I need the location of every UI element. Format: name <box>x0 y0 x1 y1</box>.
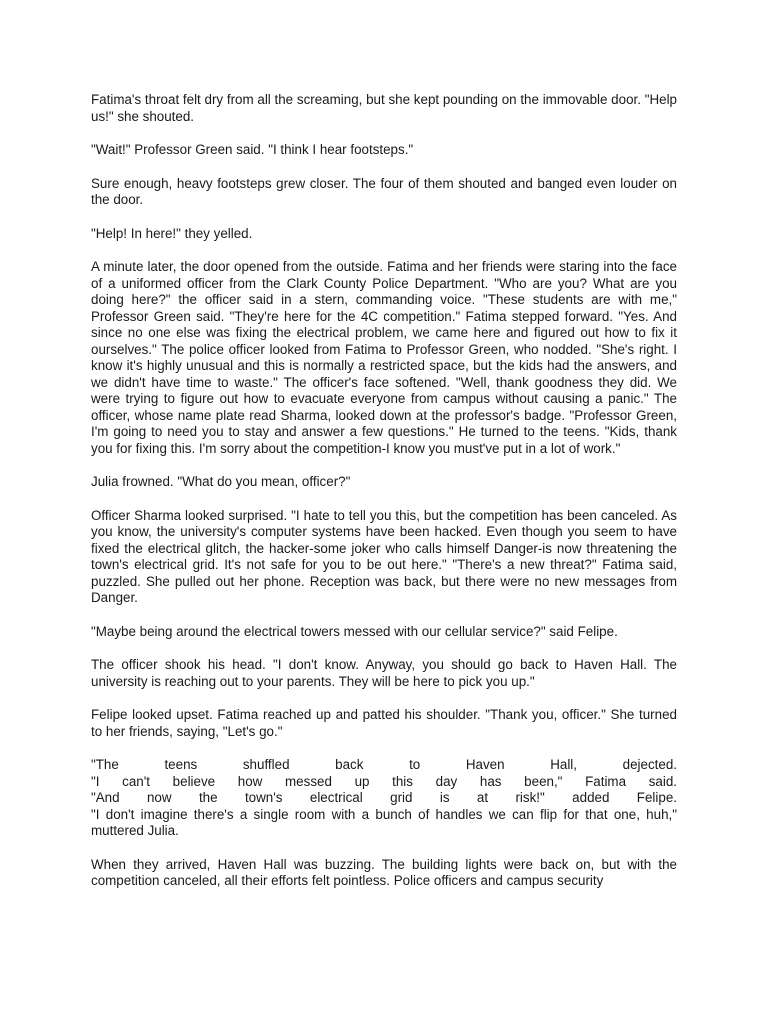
paragraph: "Maybe being around the electrical towers messed with our cellular service?" said Felipe. <box>91 623 618 639</box>
paragraph: Fatima's throat felt dry from all the screaming, but she kept pounding on the immovable door. "Help us!" she shouted. <box>91 92 677 124</box>
dialogue-block <box>91 757 677 840</box>
document-page <box>91 92 677 907</box>
paragraph: A minute later, the door opened from the outside. Fatima and her friends were staring into the face of a uniformed officer from the Clark County Police Department. "Who are you? What are you doing here?" the officer said in a stern, commanding voice. "These students are with me," Professor Green said. "They're here for the 4C competition." Fatima stepped forward. "Yes. And since no one else was fixing the electrical problem, we came here and figured out how to fix it ourselves." The police officer looked from Fatima to Professor Green, who nodded. "She's right. I know it's highly unusual and this is normally a restricted space, but the kids had the answers, and we didn't have time to waste." The officer's face softened. "Well, thank goodness they did. We were trying to figure out how to evacuate everyone from campus without causing a panic." The officer, whose name plate read Sharma, looked down at the professor's badge. "Professor Green, I'm going to need you to stay and answer a few questions." He turned to the teens. "Kids, thank you for fixing this. I'm sorry about the competition-I know you must've put in a lot of work." <box>91 259 677 456</box>
paragraph: Felipe looked upset. Fatima reached up and patted his shoulder. "Thank you, officer." She turned to her friends, saying, "Let's go." <box>91 707 677 739</box>
paragraph: Julia frowned. "What do you mean, officer?" <box>91 474 351 489</box>
dialogue-line: "And now the town's electrical grid is at risk!" added Felipe. <box>91 790 677 805</box>
dialogue-line: muttered Julia. <box>91 823 179 838</box>
paragraph: "Wait!" Professor Green said. "I think I hear footsteps." <box>91 142 414 157</box>
paragraph: "Help! In here!" they yelled. <box>91 225 253 241</box>
paragraph: Officer Sharma looked surprised. "I hate to tell you this, but the competition has been canceled. As you know, the university's computer systems have been hacked. Even though you seem to have fixed the electrical glitch, the hacker-some joker who calls himself Danger-is now threatening the town's electrical grid. It's not safe for you to be out here." "There's a new threat?" Fatima said, puzzled. She pulled out her phone. Reception was back, but there were no new messages from Danger. <box>91 507 677 605</box>
paragraph: The officer shook his head. "I don't know. Anyway, you should go back to Haven Hall. The university is reaching out to your parents. They will be here to pick you up." <box>91 657 677 689</box>
paragraph: Sure enough, heavy footsteps grew closer. The four of them shouted and banged even louder on the door. <box>91 175 677 207</box>
paragraph-final: When they arrived, Haven Hall was buzzing. The building lights were back on, but with the competition canceled, all their efforts felt pointless. Police officers and campus security <box>91 856 677 888</box>
dialogue-line: "I can't believe how messed up this day has been," Fatima said. <box>91 773 677 789</box>
dialogue-line: "I don't imagine there's a single room with a bunch of handles we can flip for that one, huh," <box>91 806 677 822</box>
dialogue-line: "The teens shuffled back to Haven Hall, dejected. <box>91 757 677 772</box>
